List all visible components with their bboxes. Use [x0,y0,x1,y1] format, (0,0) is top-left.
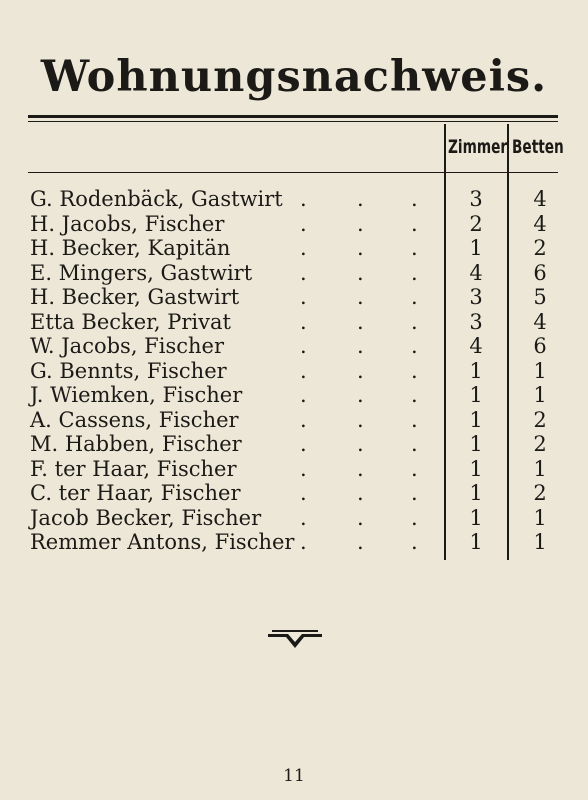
leader-dot: . [357,481,364,505]
leader-dot: . [357,334,364,358]
header-rule [28,172,558,173]
leader-dot: . [357,236,364,260]
leader-dot: . [357,309,364,334]
row-name: Jacob Becker, Fischer [30,505,262,530]
leader-dot: . [411,309,418,334]
leader-dot: . [357,505,364,530]
row-betten: 6 [533,260,547,285]
row-name: G. Rodenbäck, Gastwirt [30,187,283,211]
row-zimmer: 1 [469,432,483,456]
leader-dot: . [411,530,418,554]
leader-dot: . [300,334,307,358]
row-zimmer: 1 [469,407,483,432]
leader-dot: . [300,456,307,481]
row-zimmer: 4 [469,260,483,285]
row-name: W. Jacobs, Fischer [30,334,224,358]
row-betten: 4 [533,211,547,236]
leader-dot: . [411,505,418,530]
leader-dot: . [357,407,364,432]
row-betten: 1 [533,456,547,481]
leader-dot: . [300,236,307,260]
row-zimmer: 1 [469,530,483,554]
table-row [0,187,588,212]
row-zimmer: 1 [469,505,483,530]
row-name: A. Cassens, Fischer [30,407,239,432]
row-betten: 2 [533,432,547,456]
leader-dot: . [300,358,307,383]
leader-dot: . [411,407,418,432]
leader-dot: . [357,211,364,236]
table-row [0,285,588,310]
row-name: H. Becker, Kapitän [30,236,231,260]
table-row [0,383,588,408]
leader-dot: . [300,285,307,309]
row-betten: 6 [533,334,547,358]
column-header-betten: Betten [512,136,564,158]
row-zimmer: 1 [469,481,483,505]
row-zimmer: 1 [469,456,483,481]
table-row [0,236,588,261]
row-betten: 5 [533,285,547,309]
table-row [0,530,588,555]
leader-dot: . [357,260,364,285]
table-row [0,506,588,531]
row-name: M. Habben, Fischer [30,432,242,456]
page-title: Wohnungsnachweis. [40,52,548,102]
leader-dot: . [411,285,418,309]
leader-dot: . [300,260,307,285]
row-name: H. Jacobs, Fischer [30,211,225,236]
row-name: C. ter Haar, Fischer [30,481,241,505]
leader-dot: . [411,260,418,285]
table-row [0,212,588,237]
leader-dot: . [300,407,307,432]
leader-dot: . [411,456,418,481]
title-rule-thin [28,121,558,122]
leader-dot: . [300,309,307,334]
leader-dot: . [357,456,364,481]
table-row [0,359,588,384]
row-name: Remmer Antons, Fischer [30,530,295,554]
leader-dot: . [357,187,364,211]
row-zimmer: 3 [469,285,483,309]
table-row [0,432,588,457]
leader-dot: . [300,187,307,211]
table-row [0,481,588,506]
leader-dot: . [357,530,364,554]
leader-dot: . [411,481,418,505]
title-rule-thick [28,115,558,118]
row-name: J. Wiemken, Fischer [30,383,243,407]
leader-dot: . [357,432,364,456]
leader-dot: . [300,481,307,505]
leader-dot: . [357,358,364,383]
row-name: H. Becker, Gastwirt [30,285,240,309]
row-zimmer: 1 [469,383,483,407]
leader-dot: . [411,383,418,407]
row-betten: 2 [533,236,547,260]
row-zimmer: 3 [469,187,483,211]
row-betten: 2 [533,407,547,432]
leader-dot: . [411,211,418,236]
table-row [0,261,588,286]
ornament-icon [266,628,324,650]
row-betten: 1 [533,530,547,554]
leader-dot: . [357,285,364,309]
row-betten: 4 [533,187,547,211]
table-row [0,334,588,359]
leader-dot: . [411,236,418,260]
table-row [0,408,588,433]
leader-dot: . [300,211,307,236]
row-name: F. ter Haar, Fischer [30,456,237,481]
column-header-zimmer: Zimmer [448,136,508,158]
row-name: Etta Becker, Privat [30,309,231,334]
listing-table [0,187,588,555]
leader-dot: . [411,187,418,211]
table-row [0,310,588,335]
row-betten: 1 [533,358,547,383]
row-name: G. Bennts, Fischer [30,358,227,383]
row-zimmer: 2 [469,211,483,236]
row-name: E. Mingers, Gastwirt [30,260,253,285]
row-zimmer: 1 [469,236,483,260]
page-number: 11 [283,766,305,786]
table-row [0,457,588,482]
row-betten: 4 [533,309,547,334]
leader-dot: . [357,383,364,407]
row-zimmer: 4 [469,334,483,358]
row-zimmer: 3 [469,309,483,334]
row-betten: 1 [533,505,547,530]
leader-dot: . [300,530,307,554]
leader-dot: . [300,383,307,407]
row-betten: 2 [533,481,547,505]
leader-dot: . [300,432,307,456]
leader-dot: . [300,505,307,530]
row-zimmer: 1 [469,358,483,383]
leader-dot: . [411,358,418,383]
leader-dot: . [411,334,418,358]
leader-dot: . [411,432,418,456]
row-betten: 1 [533,383,547,407]
